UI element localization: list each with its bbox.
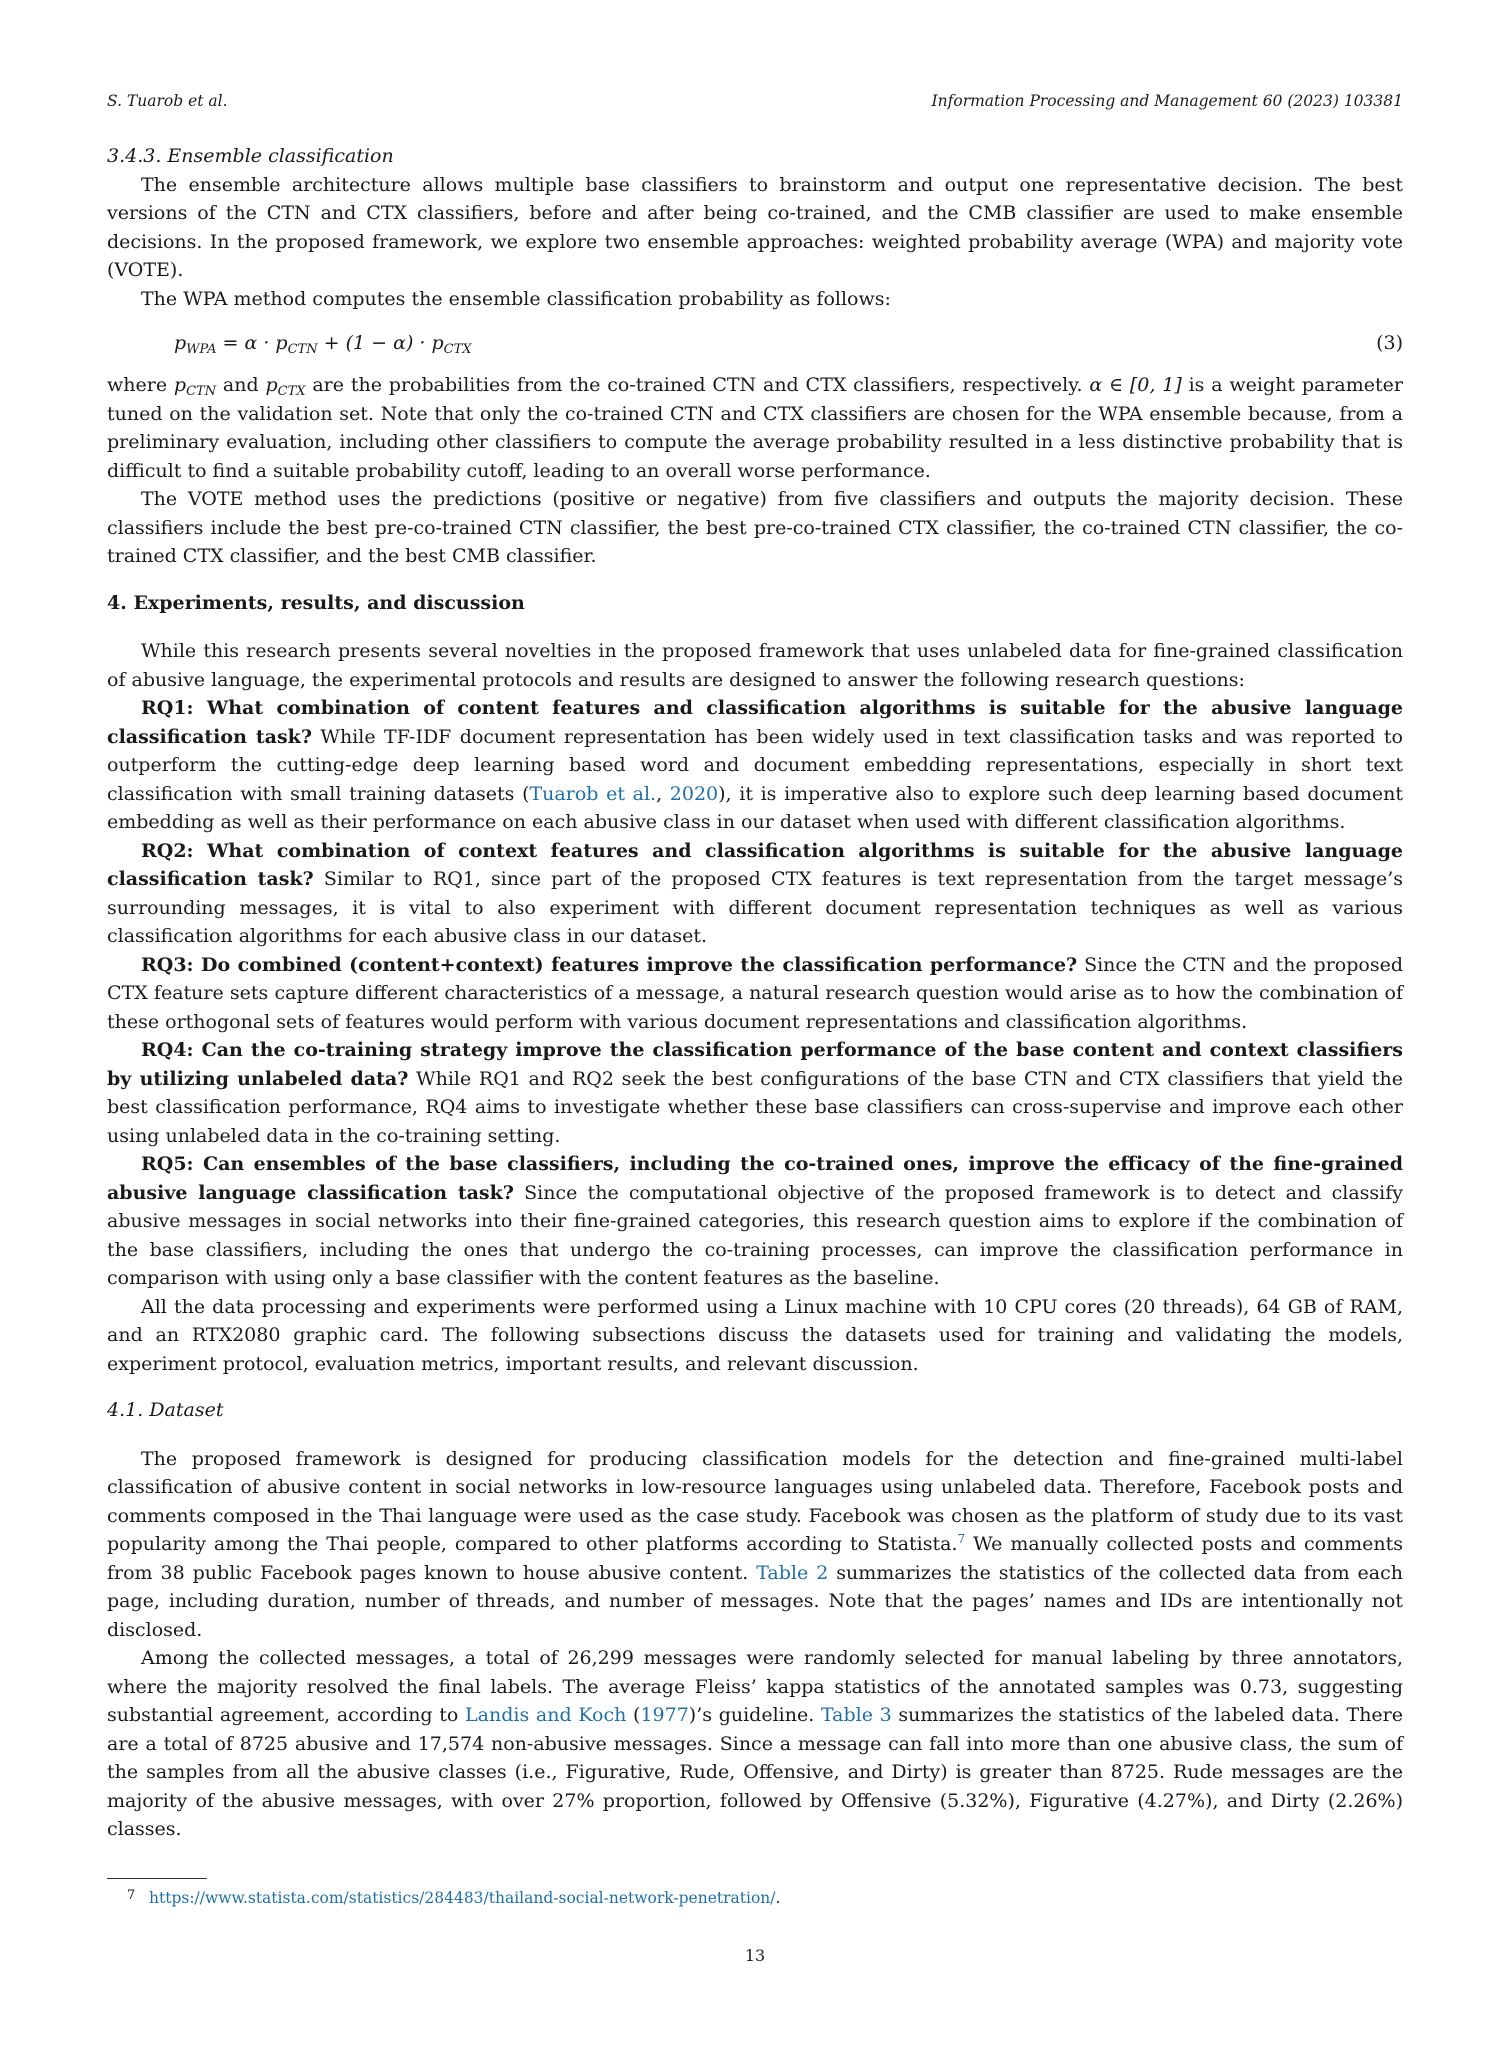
table-2-link[interactable]: Table 2 — [756, 1561, 829, 1584]
subsection-title-ensemble: 3.4.3. Ensemble classification — [107, 145, 394, 167]
citation-link[interactable]: Tuarob et al. — [529, 782, 657, 805]
footnote-number: 7 — [127, 1888, 136, 1903]
research-question-rq4: RQ4: Can the co-training strategy improve the classification performance of the base content and context classifiers by utilizing unlabeled data? While RQ1 and RQ2 seek the best configurations of the base CTN and CTX classifiers that yield the best classification performance, RQ4 aims to investigate whether these base classifiers can cross-supervise and improve each other using unlabeled data in the co-training setting. — [107, 1039, 1403, 1147]
research-question-rq1: RQ1: What combination of content features and classification algorithms is suitable for the abusive language classification task? While TF-IDF document representation has been widely used in text classification tasks and was reported to outperform the cutting-edge deep learning based word and document embedding representations, especially in short text classification with small training datasets (Tuarob et al., 2020), it is imperative also to explore such deep learning based document embedding as well as their performance on each abusive class in our dataset when used with different classification algorithms. — [107, 697, 1403, 833]
footnote-url-link[interactable]: https://www.statista.com/statistics/284483/thailand-social-network-penetration/ — [149, 1889, 776, 1907]
research-question-rq3: RQ3: Do combined (content+context) features improve the classification performance? Since the CTN and the proposed CTX feature sets capture different characteristics of a message, a natural research question would arise as to how the combination of these orthogonal sets of features would perform with various document representations and classification algorithms. — [107, 953, 1403, 1033]
equation-3 — [107, 329, 1403, 357]
paragraph: where $p_{CTN}$ and $p_{CTX}$ are the probabilities from the co-trained CTN and CTX classifiers, respectively. α ∈ [0, 1] is a weight parameter tuned on the validation set. Note that only the co-trained CTN and CTX classifiers are chosen for the WPA ensemble because, from a preliminary evaluation, including other classifiers to compute the average probability resulted in a less distinctive probability that is difficult to find a suitable probability cutoff, leading to an overall worse performance. — [107, 374, 1403, 482]
citation-link[interactable]: Landis and Koch — [465, 1704, 627, 1726]
paragraph: The ensemble architecture allows multiple base classifiers to brainstorm and output one representative decision. The best versions of the CTN and CTX classifiers, before and after being co-trained, and the CMB classifier are used to make ensemble decisions. In the proposed framework, we explore two ensemble approaches: weighted probability average (WPA) and majority vote (VOTE). — [107, 173, 1403, 281]
research-question-rq2: RQ2: What combination of context features and classification algorithms is suitable for the abusive language classification task? Similar to RQ1, since part of the proposed CTX features is text representation from the target message’s surrounding messages, it is vital to also experiment with different document representation techniques as well as various classification algorithms for each abusive class in our dataset. — [107, 839, 1403, 947]
paragraph: All the data processing and experiments were performed using a Linux machine with 10 CPU cores (20 threads), 64 GB of RAM, and an RTX2080 graphic card. The following subsections discuss the datasets used for training and validating the models, experiment protocol, evaluation metrics, important results, and relevant discussion. — [107, 1295, 1403, 1375]
running-header — [107, 92, 1403, 116]
header-journal: Information Processing and Management 60 (2023) 103381 — [931, 92, 1403, 110]
footnote-7: 7 https://www.statista.com/statistics/284483/thailand-social-network-penetration/. — [127, 1888, 781, 1907]
equation-body: $p_{WPA} = \alpha \cdot p_{CTN} + (1 - \alpha) \cdot p_{CTX}$ — [174, 332, 472, 357]
section-title-experiments: 4. Experiments, results, and discussion — [107, 591, 525, 614]
research-question-rq5: RQ5: Can ensembles of the base classifiers, including the co-trained ones, improve the efficacy of the fine-grained abusive language classification task? Since the computational objective of the proposed framework is to detect and classify abusive messages in social networks into their fine-grained categories, this research question aims to explore if the combination of the base classifiers, including the ones that undergo the co-training processes, can improve the classification performance in comparison with using only a base classifier with the content features as the baseline. — [107, 1153, 1403, 1289]
paragraph: The WPA method computes the ensemble classification probability as follows: — [141, 287, 891, 310]
page-number: 13 — [744, 1946, 766, 1965]
header-authors: S. Tuarob et al. — [107, 92, 228, 110]
table-3-link[interactable]: Table 3 — [820, 1704, 892, 1726]
equation-number: (3) — [1376, 332, 1403, 354]
body-text — [107, 142, 1403, 1844]
citation-year-link[interactable]: 2020 — [669, 782, 719, 805]
paragraph: The proposed framework is designed for producing classification models for the detection and fine-grained multi-label classification of abusive content in social networks in low-resource languages using unlabeled data. Therefore, Facebook posts and comments composed in the Thai language were used as the case study. Facebook was chosen as the platform of study due to its vast popularity among the Thai people, compared to other platforms according to Statista.$^7$ We manually collected posts and comments from 38 public Facebook pages known to house abusive content. Table 2 summarizes the statistics of the collected data from each page, including duration, number of threads, and number of messages. Note that the pages’ names and IDs are intentionally not disclosed. — [107, 1447, 1403, 1641]
paragraph: Among the collected messages, a total of 26,299 messages were randomly selected for manual labeling by three annotators, where the majority resolved the final labels. The average Fleiss’ kappa statistics of the annotated samples was 0.73, suggesting substantial agreement, according to Landis and Koch (1977)’s guideline. Table 3 summarizes the statistics of the labeled data. There are a total of 8725 abusive and 17,574 non-abusive messages. Since a message can fall into more than one abusive class, the sum of the samples from all the abusive classes (i.e., Figurative, Rude, Offensive, and Dirty) is greater than 8725. Rude messages are the majority of the abusive messages, with over 27% proportion, followed by Offensive (5.32%), Figurative (4.27%), and Dirty (2.26%) classes. — [107, 1647, 1404, 1840]
citation-year-link[interactable]: 1977 — [640, 1704, 689, 1726]
subsection-title-dataset: 4.1. Dataset — [107, 1399, 224, 1421]
paragraph: While this research presents several novelties in the proposed framework that uses unlabeled data for fine-grained classification of abusive language, the experimental protocols and results are designed to answer the following research questions: — [107, 640, 1403, 691]
paragraph: The VOTE method uses the predictions (positive or negative) from five classifiers and outputs the majority decision. These classifiers include the best pre-co-trained CTN classifier, the best pre-co-trained CTX classifier, the co-trained CTN classifier, the co-trained CTX classifier, and the best CMB classifier. — [107, 488, 1403, 567]
footnote-ref-link[interactable]: 7 — [957, 1532, 966, 1546]
footnote-divider — [107, 1878, 207, 1879]
